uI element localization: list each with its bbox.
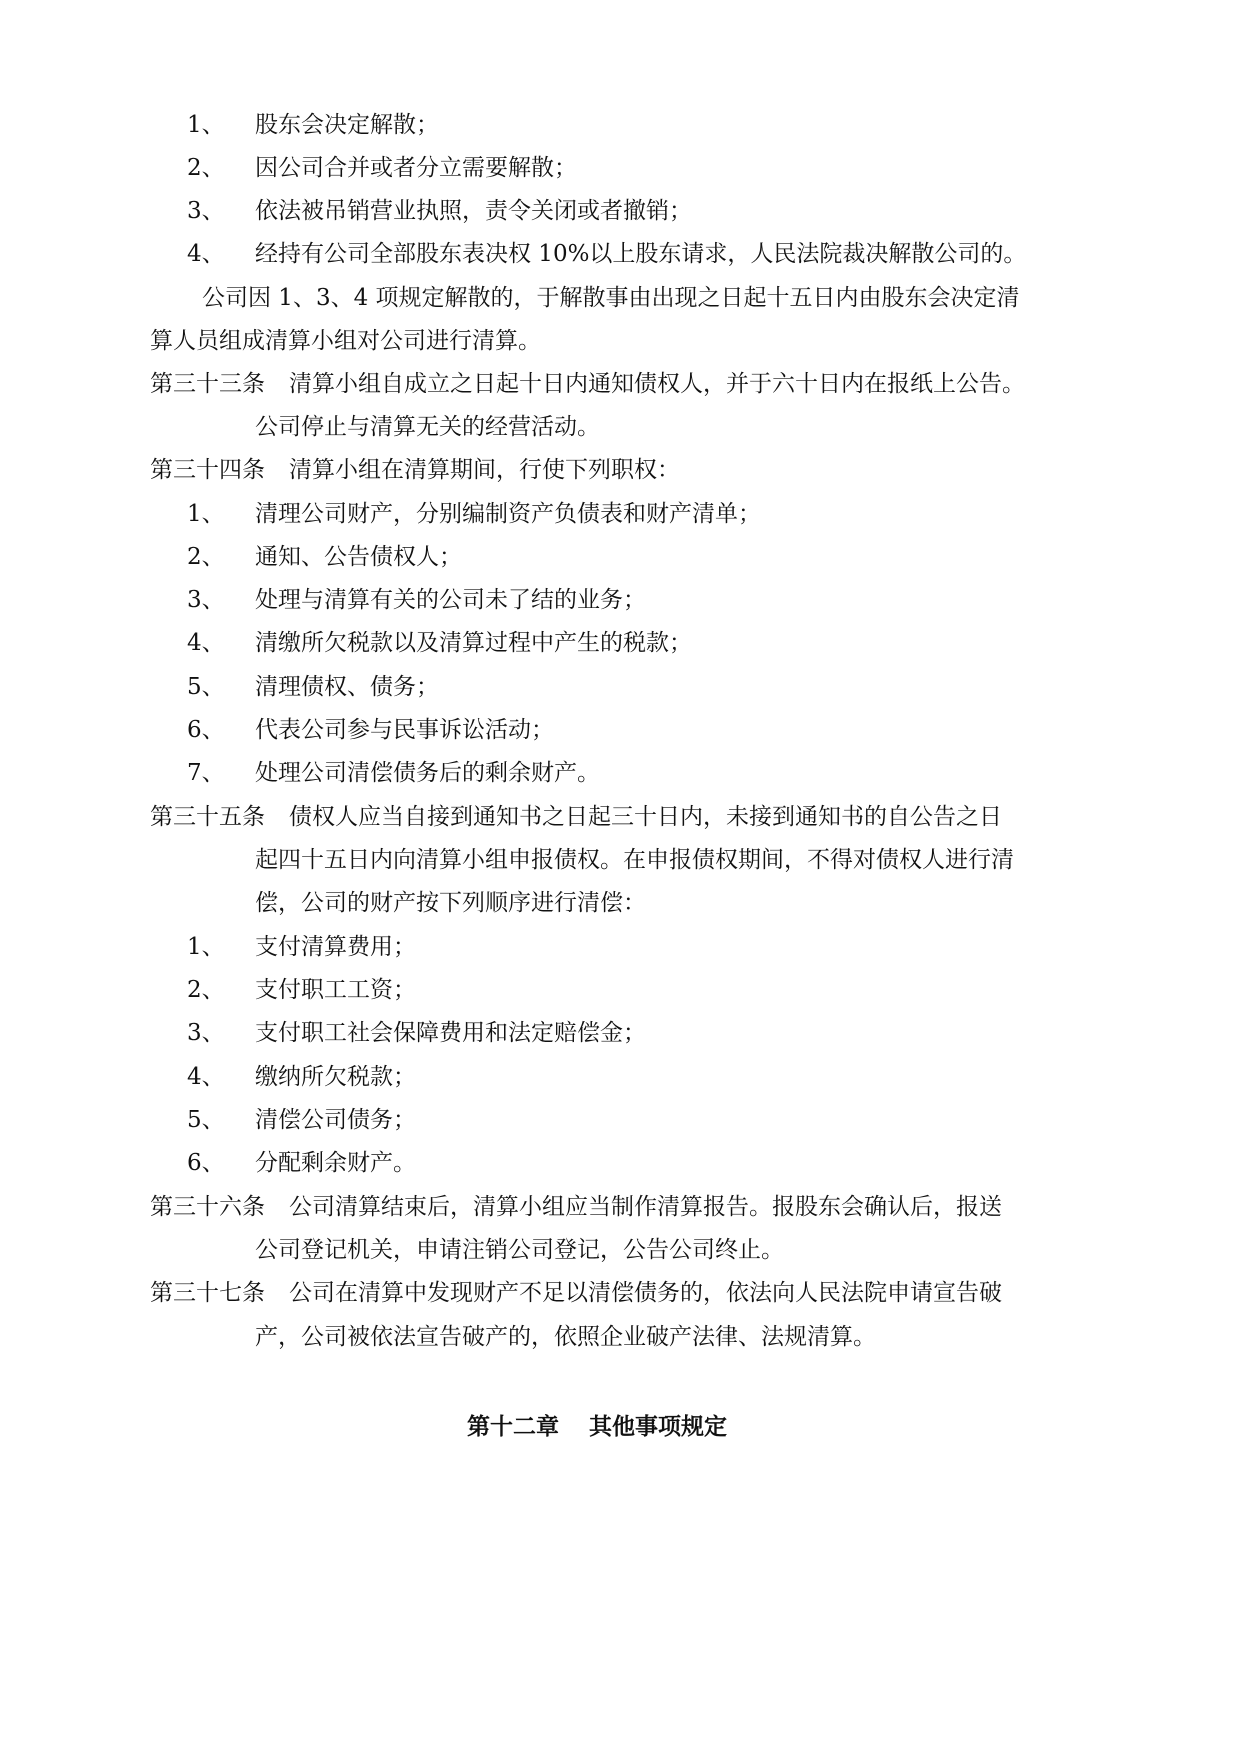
list-item-text: 经持有公司全部股东表决权 10%以上股东请求，人民法院裁决解散公司的。 [255, 241, 1027, 267]
list-number: 5、 [187, 674, 225, 700]
list-item-text: 分配剩余财产。 [255, 1150, 416, 1176]
list-item-text: 代表公司参与民事诉讼活动； [255, 717, 554, 743]
article-line: 公司停止与清算无关的经营活动。 [255, 414, 600, 440]
list-number: 5、 [187, 1107, 225, 1133]
article-line: 公司在清算中发现财产不足以清偿债务的，依法向人民法院申请宣告破 [289, 1280, 1002, 1306]
article-line: 产，公司被依法宣告破产的，依照企业破产法律、法规清算。 [255, 1324, 876, 1350]
list-number: 3、 [187, 198, 225, 224]
list-item-text: 处理与清算有关的公司未了结的业务； [255, 587, 646, 613]
article-line: 债权人应当自接到通知书之日起三十日内，未接到通知书的自公告之日 [289, 804, 1002, 830]
article-label: 第三十七条 [150, 1280, 265, 1306]
list-item-text: 通知、公告债权人； [255, 544, 462, 570]
chapter-title: 其他事项规定 [589, 1413, 727, 1440]
list-number: 1、 [187, 934, 225, 960]
list-number: 2、 [187, 977, 225, 1003]
article-label: 第三十六条 [150, 1194, 265, 1220]
article-line: 清算小组在清算期间，行使下列职权： [289, 457, 680, 483]
list-number: 1、 [187, 501, 225, 527]
article-line: 偿，公司的财产按下列顺序进行清偿： [255, 890, 646, 916]
article-label: 第三十五条 [150, 804, 265, 830]
article-line: 起四十五日内向清算小组申报债权。在申报债权期间，不得对债权人进行清 [255, 847, 1014, 873]
list-number: 4、 [187, 1064, 225, 1090]
list-number: 2、 [187, 544, 225, 570]
list-item-text: 股东会决定解散； [255, 112, 439, 138]
article-line: 公司清算结束后，清算小组应当制作清算报告。报股东会确认后，报送 [289, 1194, 1002, 1220]
list-item-text: 支付职工工资； [255, 977, 416, 1003]
list-number: 1、 [187, 112, 225, 138]
list-number: 3、 [187, 1020, 225, 1046]
list-item-text: 依法被吊销营业执照，责令关闭或者撤销； [255, 198, 692, 224]
article-label: 第三十四条 [150, 457, 265, 483]
article-line: 公司登记机关，申请注销公司登记，公告公司终止。 [255, 1237, 784, 1263]
list-item-text: 支付职工社会保障费用和法定赔偿金； [255, 1020, 646, 1046]
paragraph-line: 公司因 1、3、4 项规定解散的，于解散事由出现之日起十五日内由股东会决定清 [202, 285, 1020, 311]
list-number: 4、 [187, 241, 225, 267]
list-item-text: 支付清算费用； [255, 934, 416, 960]
list-item-text: 清缴所欠税款以及清算过程中产生的税款； [255, 630, 692, 656]
list-item-text: 缴纳所欠税款； [255, 1064, 416, 1090]
article-line: 清算小组自成立之日起十日内通知债权人，并于六十日内在报纸上公告。 [289, 371, 1025, 397]
paragraph-line: 算人员组成清算小组对公司进行清算。 [150, 328, 541, 354]
list-item-text: 清偿公司债务； [255, 1107, 416, 1133]
list-item-text: 清理公司财产，分别编制资产负债表和财产清单； [255, 501, 761, 527]
list-number: 3、 [187, 587, 225, 613]
list-number: 6、 [187, 1150, 225, 1176]
list-item-text: 处理公司清偿债务后的剩余财产。 [255, 760, 600, 786]
list-item-text: 因公司合并或者分立需要解散； [255, 155, 577, 181]
list-item-text: 清理债权、债务； [255, 674, 439, 700]
list-number: 6、 [187, 717, 225, 743]
list-number: 7、 [187, 760, 225, 786]
article-label: 第三十三条 [150, 371, 265, 397]
list-number: 2、 [187, 155, 225, 181]
chapter-number: 第十二章 [467, 1413, 559, 1440]
list-number: 4、 [187, 630, 225, 656]
